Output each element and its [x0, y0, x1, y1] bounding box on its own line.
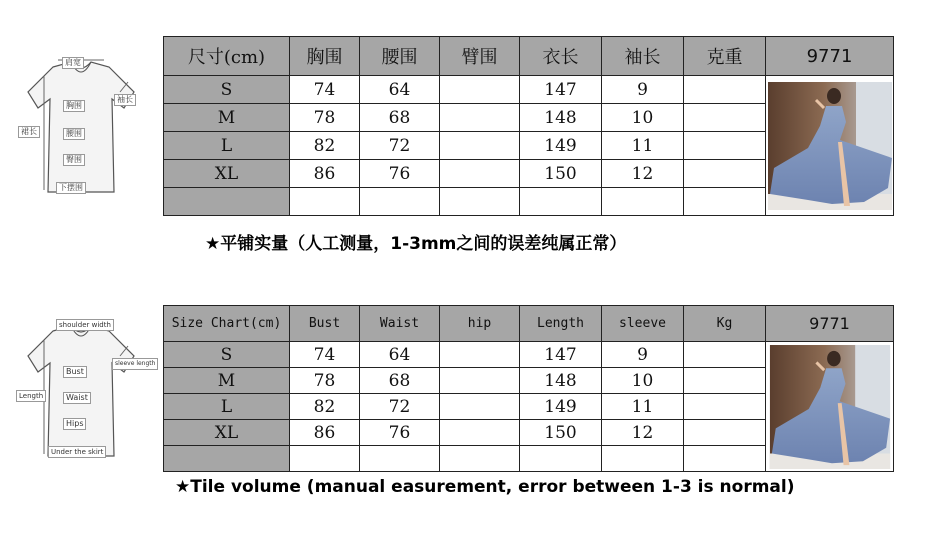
sketch-label-bust: 胸围 [63, 100, 85, 112]
size-cell: XL [164, 160, 290, 188]
sleeve-cell: 9 [602, 76, 684, 104]
length-cell [520, 188, 602, 216]
size-chart-cn [163, 36, 894, 216]
bust-cell: 74 [290, 76, 360, 104]
header-sleeve: sleeve [602, 306, 684, 342]
hip-cell [440, 342, 520, 368]
size-cell: XL [164, 420, 290, 446]
garment-sketch-en [8, 316, 154, 466]
header-size: Size Chart(cm) [164, 306, 290, 342]
sketch-label-hips: Hips [63, 418, 86, 430]
sketch-label-waist: 腰围 [63, 128, 85, 140]
length-cell: 150 [520, 420, 602, 446]
weight-cell [684, 160, 766, 188]
sleeve-cell: 11 [602, 394, 684, 420]
sleeve-cell: 10 [602, 368, 684, 394]
weight-cell [684, 104, 766, 132]
length-cell: 149 [520, 132, 602, 160]
sleeve-cell: 11 [602, 132, 684, 160]
sketch-label-sleeve: 袖长 [114, 94, 136, 106]
waist-cell: 64 [360, 76, 440, 104]
length-cell: 149 [520, 394, 602, 420]
sketch-label-length: Length [16, 390, 46, 402]
table-row [164, 76, 894, 104]
note-text: 平铺实量（人工测量，1-3mm之间的误差纯属正常） [220, 234, 627, 254]
waist-cell: 76 [360, 420, 440, 446]
arm-cell [440, 188, 520, 216]
bust-cell: 86 [290, 160, 360, 188]
weight-cell [684, 76, 766, 104]
size-chart-en [163, 305, 894, 472]
hip-cell [440, 446, 520, 472]
header-length: 衣长 [520, 37, 602, 76]
size-cell [164, 446, 290, 472]
weight-cell [684, 420, 766, 446]
arm-cell [440, 76, 520, 104]
waist-cell: 76 [360, 160, 440, 188]
header-style-code: 9771 [766, 306, 894, 342]
star-icon: ★ [205, 234, 221, 254]
waist-cell [360, 446, 440, 472]
measurement-note-cn [205, 229, 626, 254]
header-size: 尺寸(cm) [164, 37, 290, 76]
measurement-note-en [175, 477, 795, 497]
size-cell: M [164, 368, 290, 394]
length-cell: 148 [520, 368, 602, 394]
garment-sketch-cn [8, 52, 154, 202]
sketch-label-shoulder: 肩宽 [62, 57, 84, 69]
sleeve-cell [602, 188, 684, 216]
sleeve-cell: 9 [602, 342, 684, 368]
dress-photo-image [768, 345, 892, 469]
header-waist: 腰围 [360, 37, 440, 76]
sketch-label-hem: Under the skirt [48, 446, 106, 458]
weight-cell [684, 446, 766, 472]
weight-cell [684, 132, 766, 160]
bust-cell: 74 [290, 342, 360, 368]
header-hip: hip [440, 306, 520, 342]
header-style-code: 9771 [766, 37, 894, 76]
sketch-label-sleeve: sleeve length [112, 358, 158, 370]
weight-cell [684, 342, 766, 368]
header-arm: 臂围 [440, 37, 520, 76]
sketch-label-waist: Waist [63, 392, 91, 404]
length-cell: 148 [520, 104, 602, 132]
header-bust: Bust [290, 306, 360, 342]
header-waist: Waist [360, 306, 440, 342]
hip-cell [440, 420, 520, 446]
length-cell: 147 [520, 76, 602, 104]
waist-cell [360, 188, 440, 216]
waist-cell: 64 [360, 342, 440, 368]
bust-cell: 78 [290, 104, 360, 132]
waist-cell: 72 [360, 394, 440, 420]
sketch-label-hem: 下摆围 [56, 182, 86, 194]
bust-cell [290, 188, 360, 216]
size-cell: M [164, 104, 290, 132]
star-icon: ★ [175, 477, 191, 497]
bust-cell: 82 [290, 394, 360, 420]
sketch-label-bust: Bust [63, 366, 87, 378]
header-sleeve: 袖长 [602, 37, 684, 76]
header-length: Length [520, 306, 602, 342]
dress-photo-image [768, 82, 892, 210]
sleeve-cell: 10 [602, 104, 684, 132]
sketch-label-length: 裙长 [18, 126, 40, 138]
header-weight: 克重 [684, 37, 766, 76]
weight-cell [684, 368, 766, 394]
waist-cell: 68 [360, 368, 440, 394]
sketch-label-hips: 臀围 [63, 154, 85, 166]
size-cell: S [164, 76, 290, 104]
size-cell [164, 188, 290, 216]
sleeve-cell [602, 446, 684, 472]
size-cell: L [164, 394, 290, 420]
header-bust: 胸围 [290, 37, 360, 76]
hip-cell [440, 394, 520, 420]
arm-cell [440, 160, 520, 188]
dress-photo [766, 76, 894, 216]
waist-cell: 72 [360, 132, 440, 160]
sketch-label-shoulder: shoulder width [56, 319, 114, 331]
sleeve-cell: 12 [602, 160, 684, 188]
arm-cell [440, 104, 520, 132]
bust-cell: 82 [290, 132, 360, 160]
length-cell [520, 446, 602, 472]
dress-photo [766, 342, 894, 472]
weight-cell [684, 394, 766, 420]
header-row [164, 306, 894, 342]
bust-cell: 78 [290, 368, 360, 394]
hip-cell [440, 368, 520, 394]
length-cell: 147 [520, 342, 602, 368]
header-weight: Kg [684, 306, 766, 342]
length-cell: 150 [520, 160, 602, 188]
bust-cell [290, 446, 360, 472]
sleeve-cell: 12 [602, 420, 684, 446]
size-cell: L [164, 132, 290, 160]
waist-cell: 68 [360, 104, 440, 132]
table-row [164, 342, 894, 368]
bust-cell: 86 [290, 420, 360, 446]
arm-cell [440, 132, 520, 160]
weight-cell [684, 188, 766, 216]
size-cell: S [164, 342, 290, 368]
note-text: Tile volume (manual easurement, error between 1-3 is normal) [190, 477, 795, 497]
header-row [164, 37, 894, 76]
